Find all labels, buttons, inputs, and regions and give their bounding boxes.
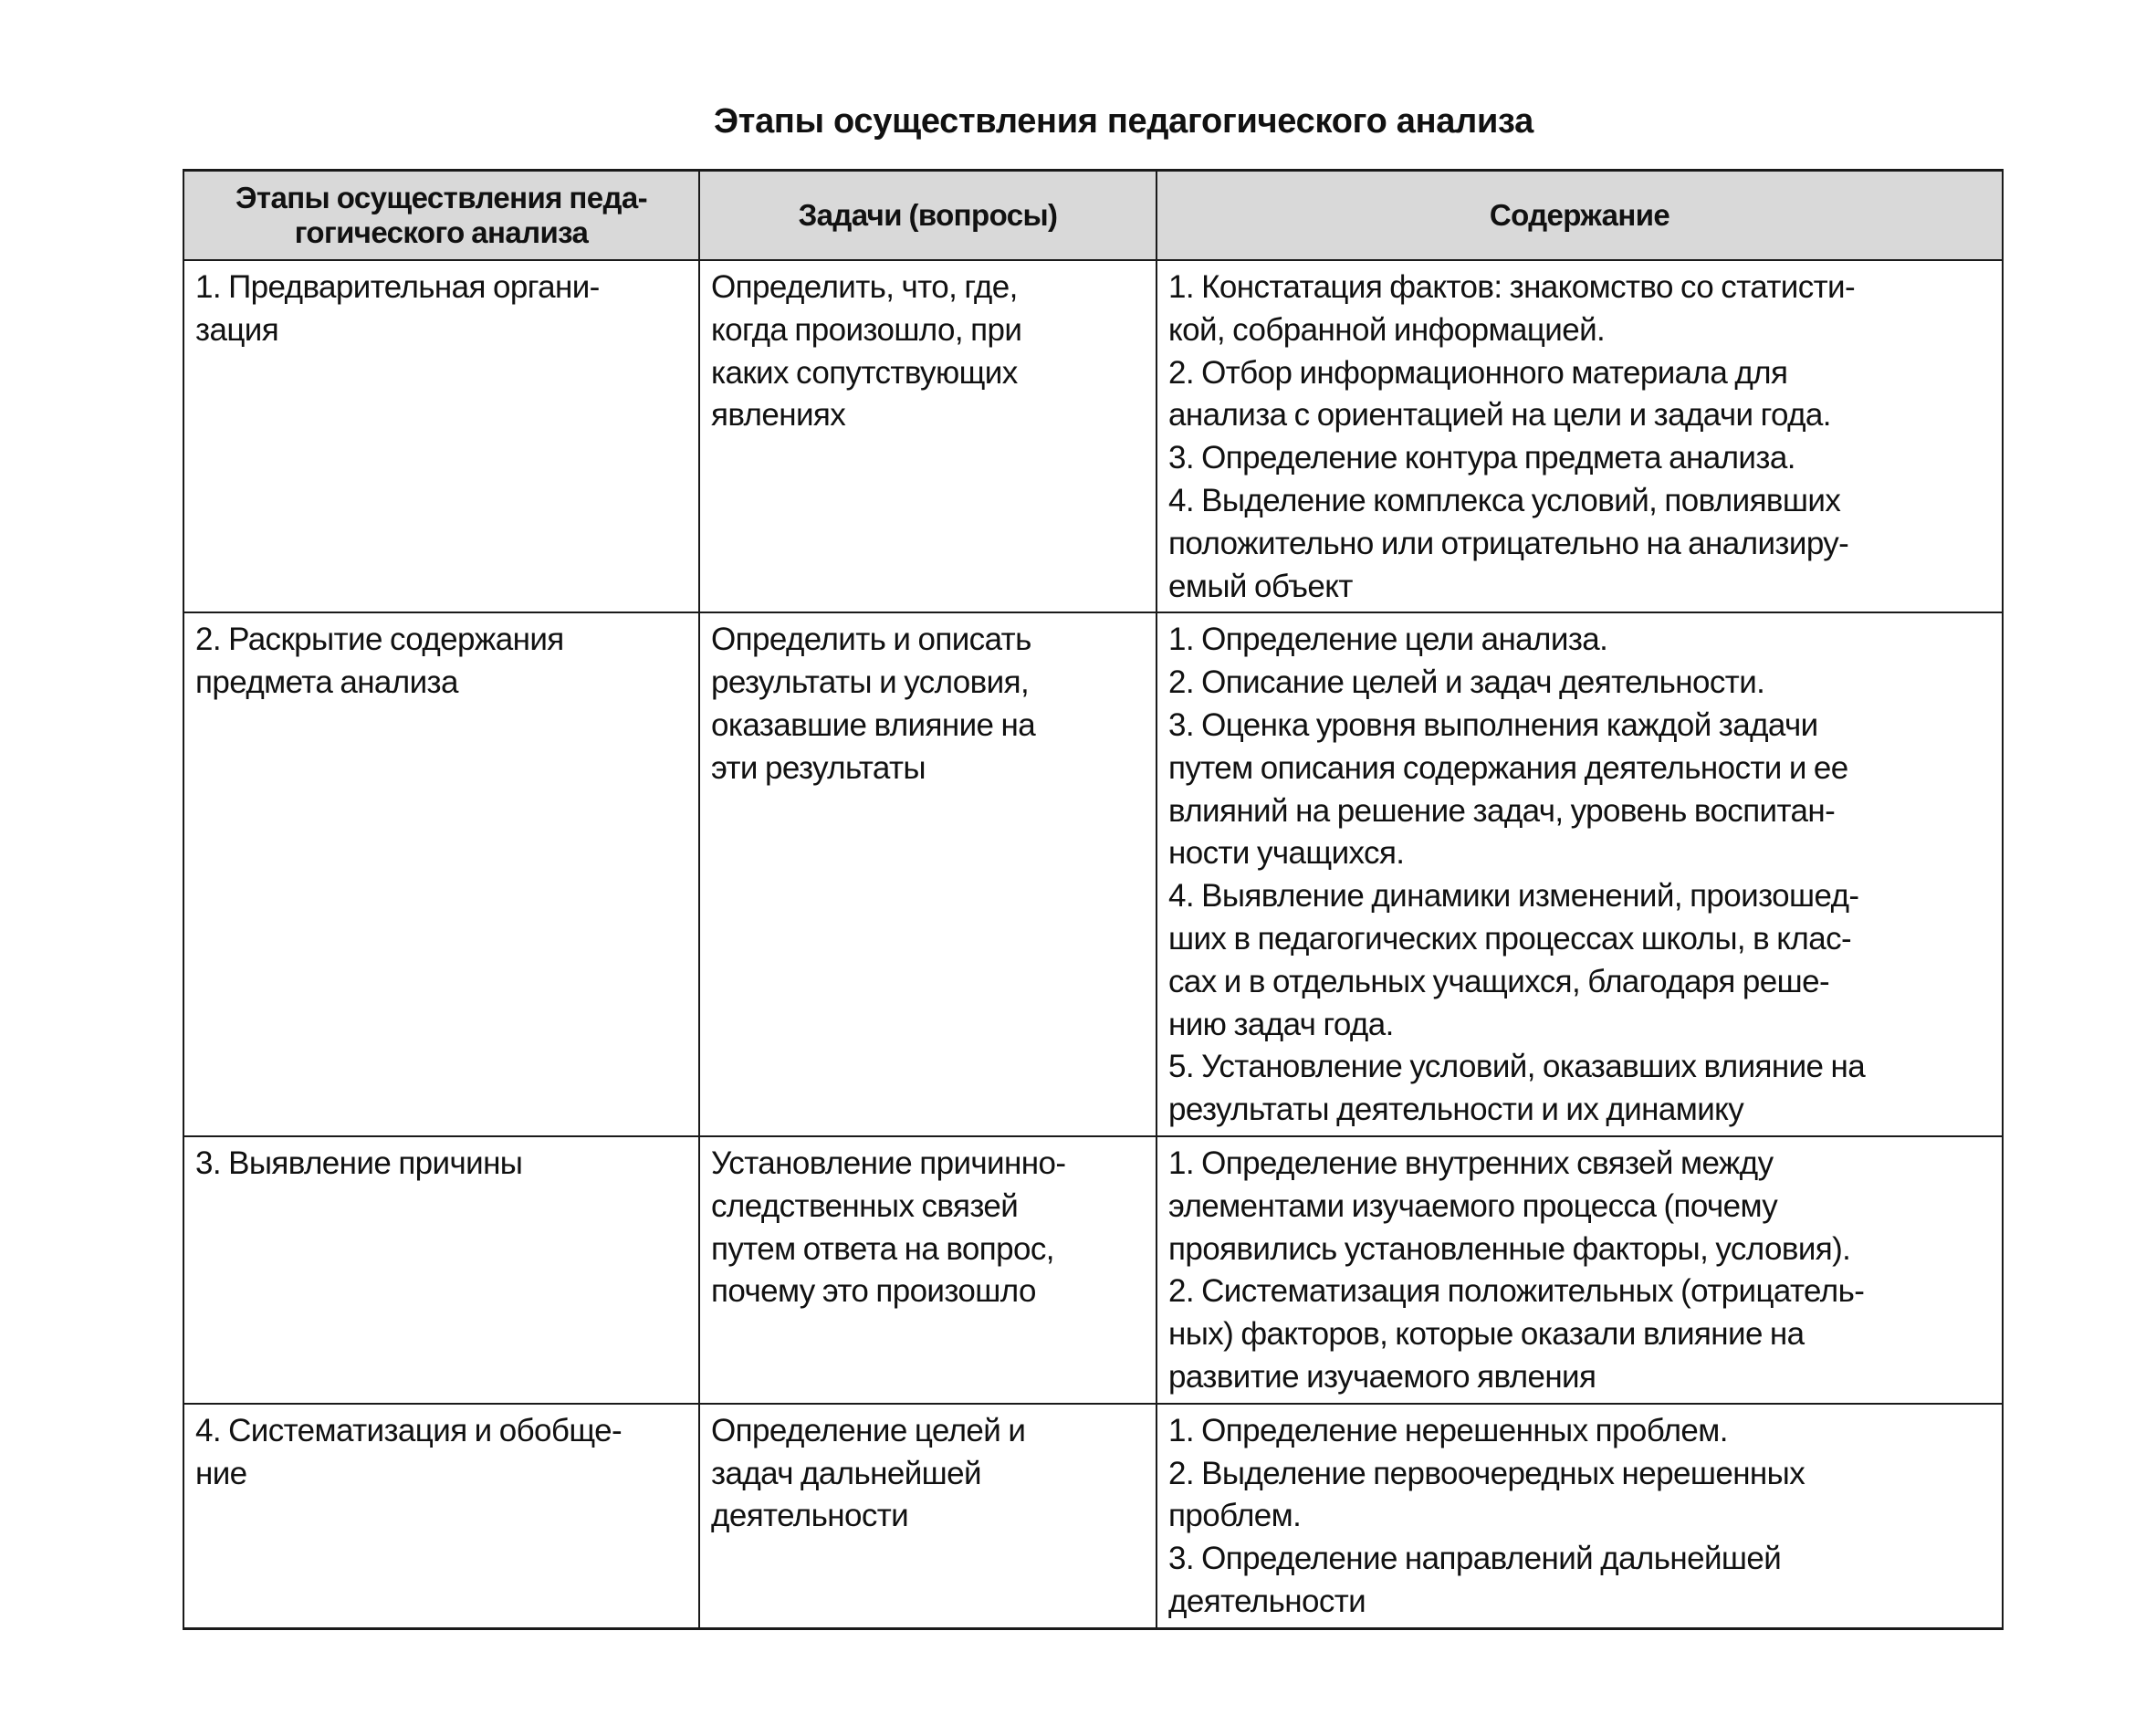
cell-line: влияний на решение задач, уровень воспитан- <box>1168 792 1836 829</box>
content-cell <box>1156 1404 2003 1628</box>
cell-line: нию задач года. <box>1168 1006 1394 1042</box>
cell-line: 1. Определение внутренних связей между <box>1168 1145 1774 1181</box>
cell-line: Определение целей и <box>711 1412 1026 1448</box>
cell-line: сах и в отдельных учащихся, благодаря реше- <box>1168 963 1830 999</box>
stage-cell <box>183 612 699 1136</box>
tasks-cell <box>699 260 1156 612</box>
header-line: Задачи (вопросы) <box>798 198 1058 232</box>
cell-line: положительно или отрицательно на анализиру- <box>1168 525 1849 561</box>
content-cell <box>1156 1136 2003 1404</box>
tasks-cell <box>699 1404 1156 1628</box>
stage-cell <box>183 260 699 612</box>
cell-line: путем ответа на вопрос, <box>711 1230 1054 1267</box>
cell-line: следственных связей <box>711 1187 1019 1224</box>
cell-line: 4. Выделение комплекса условий, повлиявших <box>1168 482 1841 518</box>
page-title: Этапы осуществления педагогического анализа <box>714 102 1533 141</box>
header-line: гогического анализа <box>294 215 589 249</box>
cell-line: 1. Определение нерешенных проблем. <box>1168 1412 1728 1448</box>
content-cell <box>1156 612 2003 1136</box>
cell-line: 1. Определение цели анализа. <box>1168 622 1608 658</box>
cell-line: 2. Систематизация положительных (отрицатель- <box>1168 1273 1865 1310</box>
stage-cell <box>183 1404 699 1628</box>
header-line: Содержание <box>1489 198 1670 232</box>
cell-line: проявились установленные факторы, условия). <box>1168 1230 1851 1267</box>
stage-cell <box>183 1136 699 1404</box>
cell-line: Установление причинно- <box>711 1145 1066 1181</box>
cell-line: 3. Определение контура предмета анализа. <box>1168 440 1795 476</box>
table-row <box>183 1404 2003 1628</box>
column-header-stages <box>183 171 699 261</box>
cell-line: результаты деятельности и их динамику <box>1168 1092 1744 1128</box>
cell-line: 5. Установление условий, оказавших влияние на <box>1168 1049 1866 1085</box>
cell-line: Определить, что, где, <box>711 269 1018 305</box>
cell-line: задач дальнейшей <box>711 1455 981 1491</box>
cell-line: элементами изучаемого процесса (почему <box>1168 1187 1778 1224</box>
cell-line: проблем. <box>1168 1498 1302 1534</box>
cell-line: ности учащихся. <box>1168 835 1405 872</box>
cell-line: когда произошло, при <box>711 311 1022 348</box>
column-header-tasks <box>699 171 1156 261</box>
cell-line: 4. Выявление динамики изменений, произошед- <box>1168 878 1859 915</box>
cell-line: явлениях <box>711 397 846 434</box>
cell-line: 4. Систематизация и обобще- <box>195 1412 623 1448</box>
cell-line: развитие изучаемого явления <box>1168 1358 1596 1395</box>
cell-line: ние <box>195 1455 247 1491</box>
cell-line: анализа с ориентацией на цели и задачи года. <box>1168 397 1831 434</box>
table-row <box>183 1136 2003 1404</box>
cell-line: 3. Оценка уровня выполнения каждой задачи <box>1168 706 1818 743</box>
cell-line: 2. Раскрытие содержания <box>195 622 564 658</box>
header-line: Этапы осуществления педа- <box>235 181 647 214</box>
cell-line: 1. Предварительная органи- <box>195 269 600 305</box>
cell-line: результаты и условия, <box>711 664 1030 701</box>
stages-table <box>183 169 2004 1630</box>
cell-line: зация <box>195 311 279 348</box>
cell-line: каких сопутствующих <box>711 354 1018 391</box>
cell-line: 1. Констатация фактов: знакомство со статисти- <box>1168 269 1856 305</box>
tasks-cell <box>699 612 1156 1136</box>
cell-line: оказавшие влияние на <box>711 706 1036 743</box>
cell-line: деятельности <box>711 1498 909 1534</box>
cell-line: путем описания содержания деятельности и ее <box>1168 749 1848 786</box>
cell-line: ных) факторов, которые оказали влияние на <box>1168 1316 1805 1353</box>
cell-line: 2. Описание целей и задач деятельности. <box>1168 664 1765 701</box>
cell-line: кой, собранной информацией. <box>1168 311 1606 348</box>
cell-line: 2. Отбор информационного материала для <box>1168 354 1788 391</box>
cell-line: 3. Определение направлений дальнейшей <box>1168 1541 1782 1577</box>
cell-line: 2. Выделение первоочередных нерешенных <box>1168 1455 1805 1491</box>
cell-line: Определить и описать <box>711 622 1031 658</box>
column-header-content <box>1156 171 2003 261</box>
cell-line: деятельности <box>1168 1583 1366 1619</box>
content-cell <box>1156 260 2003 612</box>
cell-line: ших в педагогических процессах школы, в клас- <box>1168 920 1852 957</box>
cell-line: емый объект <box>1168 568 1353 604</box>
table-row <box>183 260 2003 612</box>
cell-line: предмета анализа <box>195 664 458 701</box>
cell-line: почему это произошло <box>711 1273 1036 1310</box>
cell-line: 3. Выявление причины <box>195 1145 523 1181</box>
table-header-row <box>183 171 2003 261</box>
cell-line: эти результаты <box>711 749 926 786</box>
tasks-cell <box>699 1136 1156 1404</box>
table-row <box>183 612 2003 1136</box>
